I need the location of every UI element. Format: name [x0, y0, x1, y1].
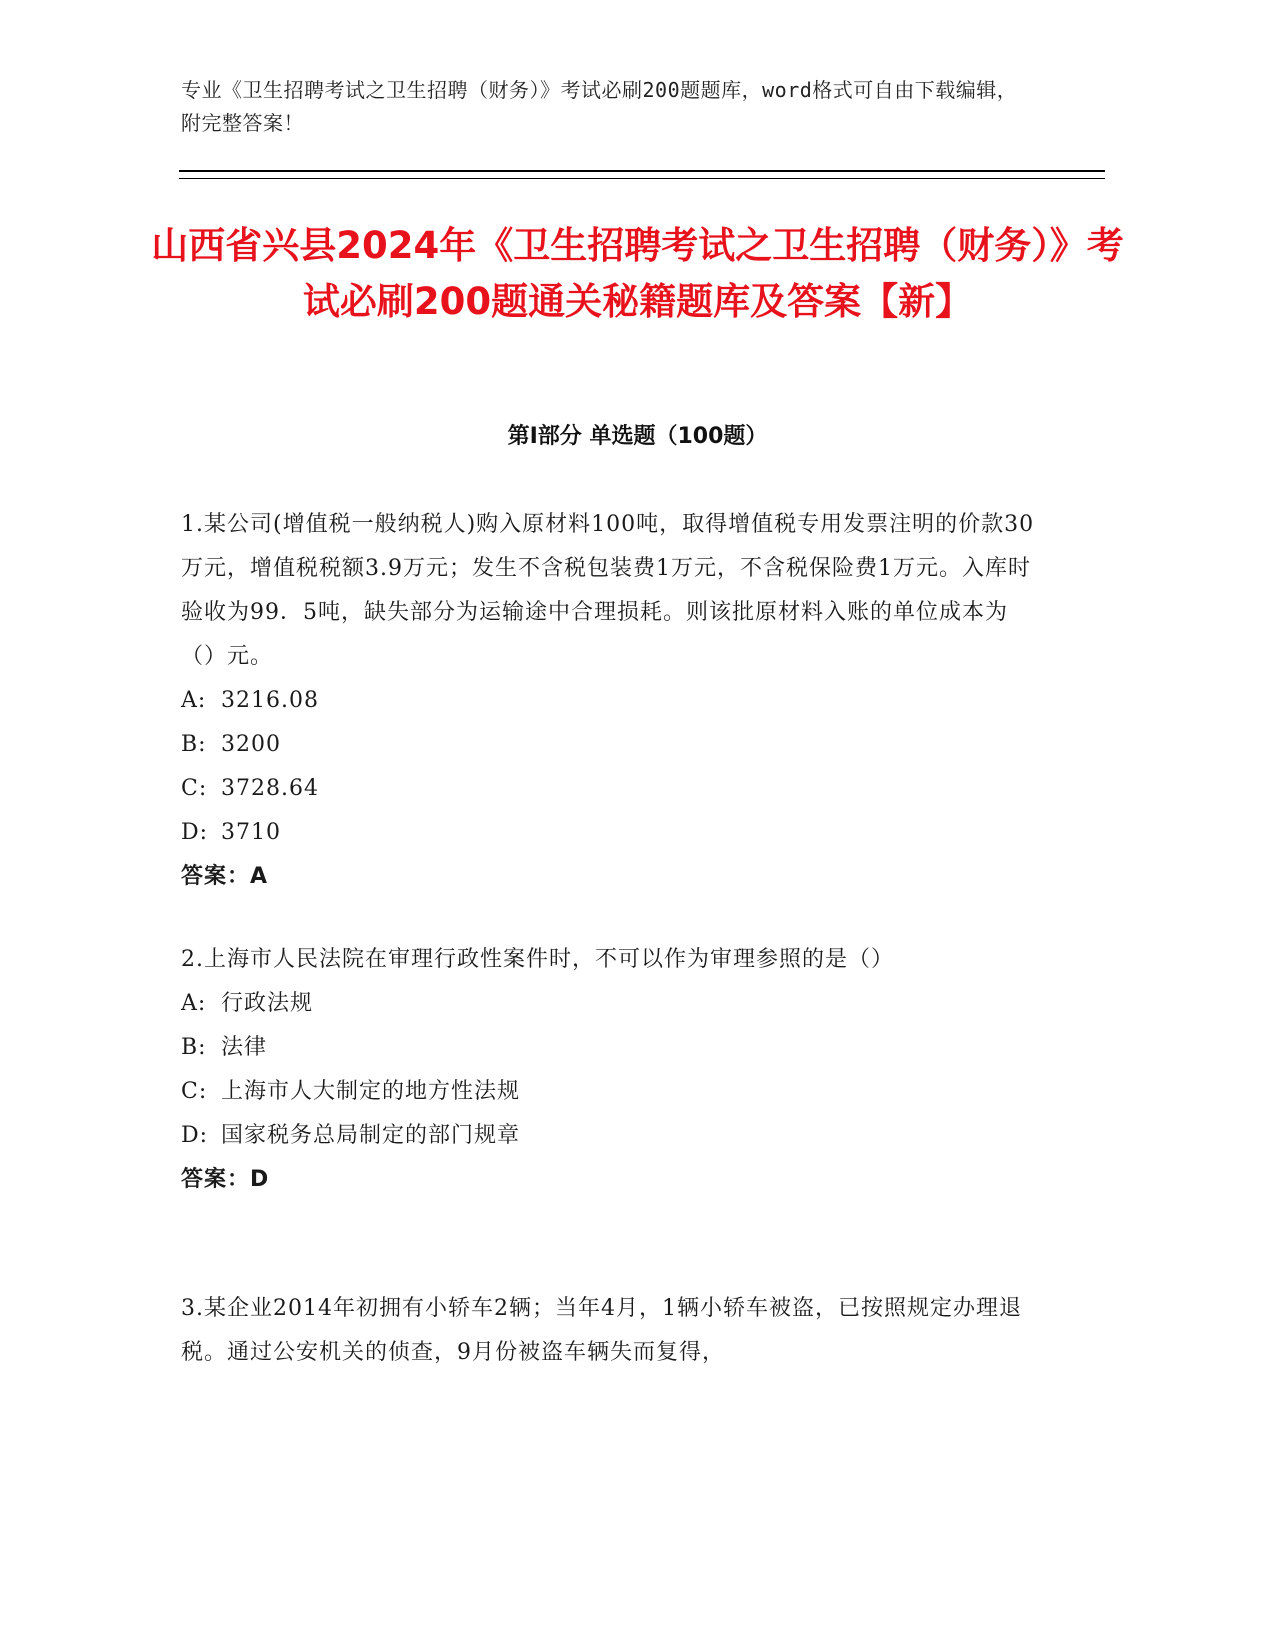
- option-c: [181, 1070, 1041, 1114]
- option-a: [181, 982, 1041, 1026]
- option-text: 3216.08: [221, 688, 319, 713]
- option-letter: A:: [181, 688, 207, 713]
- option-text: 3728.64: [221, 776, 319, 801]
- option-text: 法律: [221, 1035, 268, 1060]
- answer-line: 答案：D: [181, 1167, 270, 1192]
- option-letter: A:: [181, 991, 207, 1016]
- header-rule-thick: [179, 170, 1105, 172]
- option-letter: B:: [181, 1035, 207, 1060]
- option-letter: C:: [181, 1079, 208, 1104]
- section-title: 第I部分 单选题（100题）: [507, 424, 768, 449]
- question-stem: 1.某公司(增值税一般纳税人)购入原材料100吨，取得增值税专用发票注明的价款30万元，增值税税额3.9万元；发生不含税包装费1万元，不含税保险费1万元。入库时验收为99．5吨，缺失部分为运输途中合理损耗。则该批原材料入账的单位成本为（）元。: [181, 512, 1035, 669]
- option-b: [181, 1026, 1041, 1070]
- option-letter: B:: [181, 732, 207, 757]
- question-stem: 3.某企业2014年初拥有小轿车2辆；当年4月，1辆小轿车被盗，已按照规定办理退税。通过公安机关的侦查，9月份被盗车辆失而复得，: [181, 1296, 1022, 1365]
- option-text: 3710: [221, 820, 281, 845]
- question-2: [181, 938, 1041, 1202]
- document-title: 山西省兴县2024年《卫生招聘考试之卫生招聘（财务）》考试必刷200题通关秘籍题库及答案【新】: [151, 224, 1124, 323]
- header-note: 专业《卫生招聘考试之卫生招聘（财务）》考试必刷200题题库，word格式可自由下载编辑，附完整答案！: [181, 78, 1018, 135]
- option-letter: D:: [181, 820, 209, 845]
- option-d: [181, 1114, 1041, 1158]
- question-1: [181, 503, 1041, 899]
- option-d: [181, 811, 1041, 855]
- answer-line: 答案：A: [181, 864, 269, 889]
- option-c: [181, 767, 1041, 811]
- option-text: 上海市人大制定的地方性法规: [221, 1079, 521, 1104]
- option-a: [181, 679, 1041, 723]
- question-3: [181, 1287, 1041, 1375]
- option-b: [181, 723, 1041, 767]
- header-rule-thin: [179, 178, 1105, 179]
- option-letter: C:: [181, 776, 208, 801]
- question-stem: 2.上海市人民法院在审理行政性案件时，不可以作为审理参照的是（）: [181, 947, 894, 972]
- option-letter: D:: [181, 1123, 209, 1148]
- option-text: 行政法规: [221, 991, 314, 1016]
- option-text: 国家税务总局制定的部门规章: [221, 1123, 521, 1148]
- option-text: 3200: [221, 732, 281, 757]
